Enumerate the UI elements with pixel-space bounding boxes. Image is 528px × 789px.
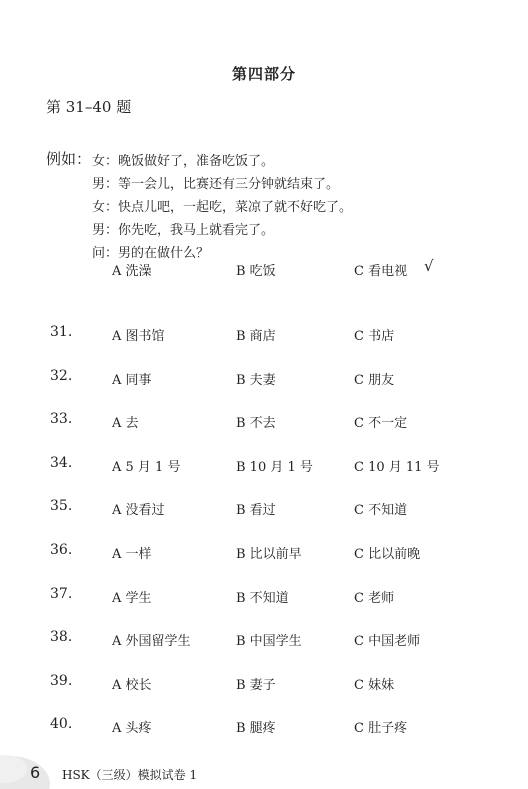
option-a: A 校长 bbox=[112, 678, 152, 693]
option-c: C 比以前晚 bbox=[354, 547, 421, 562]
option-b: B 夫妻 bbox=[236, 373, 276, 388]
footer-title: HSK（三级）模拟试卷 1 bbox=[62, 768, 198, 782]
question-number: 38. bbox=[50, 629, 73, 645]
option-c: C 朋友 bbox=[354, 373, 395, 388]
question-number: 39. bbox=[50, 673, 73, 689]
question-number: 33. bbox=[50, 411, 73, 427]
option-b: B 商店 bbox=[236, 329, 276, 344]
option-a: A 5 月 1 号 bbox=[112, 460, 181, 475]
example-line: 男：等一会儿，比赛还有三分钟就结束了。 bbox=[92, 177, 340, 192]
option-c: C 书店 bbox=[354, 329, 395, 344]
option-a: A 一样 bbox=[112, 547, 152, 562]
option-c: C 中国老师 bbox=[354, 634, 421, 649]
option-c: C 妹妹 bbox=[354, 678, 395, 693]
option-a: A 没看过 bbox=[112, 503, 165, 518]
example-line: 男：你先吃，我马上就看完了。 bbox=[92, 223, 275, 238]
question-number: 32. bbox=[50, 368, 73, 384]
option-c: C 不知道 bbox=[354, 503, 408, 518]
check-mark: √ bbox=[424, 257, 434, 275]
question-number: 35. bbox=[50, 498, 73, 514]
question-number: 36. bbox=[50, 542, 73, 558]
option-b: B 比以前早 bbox=[236, 547, 302, 562]
section-title: 第四部分 bbox=[231, 65, 296, 83]
question-number: 40. bbox=[50, 716, 73, 732]
question-number: 31. bbox=[50, 324, 73, 340]
option-a: A 头疼 bbox=[112, 721, 152, 736]
option-c: C 不一定 bbox=[354, 416, 408, 431]
option-a: A 去 bbox=[112, 416, 139, 431]
option-c: C 肚子疼 bbox=[354, 721, 408, 736]
example-option-c: C 看电视 bbox=[354, 264, 408, 279]
example-option-b: B 吃饭 bbox=[236, 264, 276, 279]
question-range: 第 31–40 题 bbox=[46, 98, 132, 116]
page-number: 6 bbox=[30, 763, 41, 782]
option-b: B 不去 bbox=[236, 416, 276, 431]
question-number: 37. bbox=[50, 586, 73, 602]
question-number: 34. bbox=[50, 455, 73, 471]
example-line: 女：晚饭做好了，准备吃饭了。 bbox=[92, 154, 275, 169]
example-label: 例如： bbox=[46, 150, 92, 168]
option-b: B 中国学生 bbox=[236, 634, 302, 649]
option-c: C 10 月 11 号 bbox=[354, 460, 440, 475]
option-b: B 妻子 bbox=[236, 678, 276, 693]
option-b: B 不知道 bbox=[236, 591, 289, 606]
option-a: A 学生 bbox=[112, 591, 152, 606]
option-a: A 同事 bbox=[112, 373, 152, 388]
option-b: B 腿疼 bbox=[236, 721, 276, 736]
option-b: B 看过 bbox=[236, 503, 276, 518]
example-question: 问：男的在做什么？ bbox=[92, 246, 210, 261]
option-a: A 图书馆 bbox=[112, 329, 165, 344]
example-line: 女：快点儿吧，一起吃，菜凉了就不好吃了。 bbox=[92, 200, 353, 215]
example-option-a: A 洗澡 bbox=[112, 264, 152, 279]
option-a: A 外国留学生 bbox=[112, 634, 191, 649]
option-c: C 老师 bbox=[354, 591, 395, 606]
option-b: B 10 月 1 号 bbox=[236, 460, 313, 475]
